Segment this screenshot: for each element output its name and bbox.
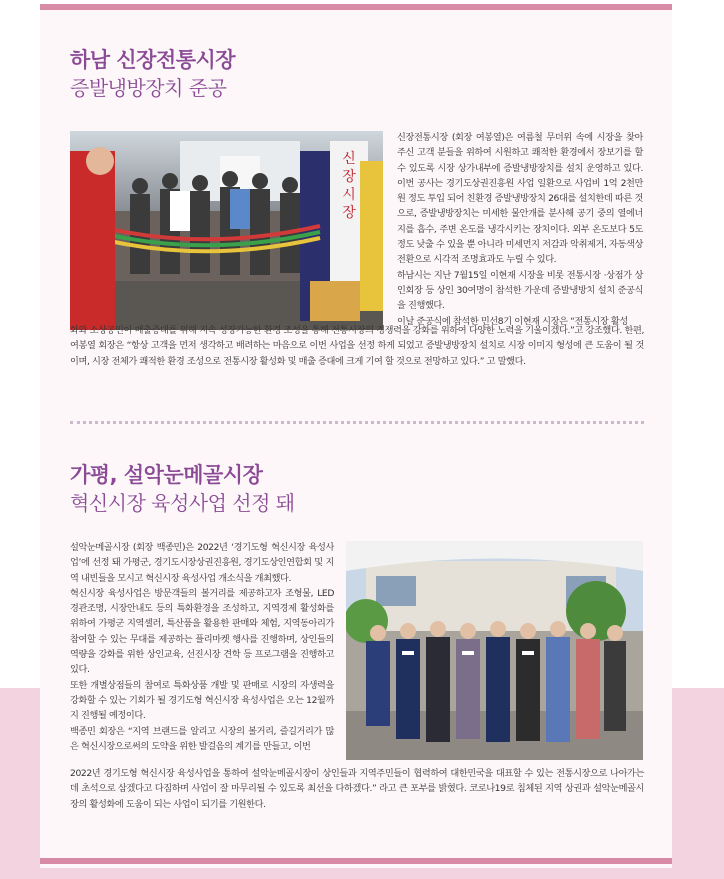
section1-photo — [70, 131, 383, 330]
svg-text:장: 장 — [342, 205, 356, 221]
section-divider — [70, 421, 644, 424]
section2-body-full: 2022년 경기도형 혁신시장 육성사업을 통하여 설악눈메골시장이 상인들과 지역주민들이 협력하여 대한민국을 대표할 수 있는 전통시장으로 나아가는데 초석으로 삼겠다고 다짐하며 사업이 잘 마무리될 수 있도록 최선을 다하겠다.” 라고 큰 포부를 밝혔다. 코로나19로 침체된 지역 상권과 설악눈메골시장의 활성화에 도움이 되는 사업이 되기를 기원한다. — [70, 768, 644, 810]
section2-subtitle: 혁신시장 육성사업 선정 돼 — [70, 491, 295, 515]
section1-subtitle: 증발냉방장치 준공 — [70, 76, 227, 100]
top-accent-rule — [40, 4, 672, 10]
section2-photo — [346, 541, 643, 760]
svg-text:장: 장 — [342, 169, 356, 185]
bottom-accent-rule — [40, 858, 672, 864]
section1-title: 하남 신장전통시장 — [70, 48, 236, 72]
section1-body-full: 화와 소상공인이 매출증대를 위해 지속 성장가능한 환경 조성을 통해 전통시장의 경쟁력을 강화를 위하여 다양한 노력을 기울이겠다.”고 강조했다. 한편, 여봉열 회장은 “항상 고객을 먼저 생각하고 배려하는 마음으로 이번 사업을 선정 하게 되었고 증발냉방장치 설치로 시장 이미지 형성에 큰 도움이 될 것이며, 시장 전체가 쾌적한 환경 조성으로 전통시장 활성화 및 매출 증대에 크게 기여 할 것으로 전망하고 있다.” 고 말했다. — [70, 325, 644, 367]
section1-body-right: 신장전통시장 (회장 여봉열)은 여름철 무더위 속에 시장을 찾아 주신 고객 분들을 위하여 시원하고 쾌적한 환경에서 장보기를 할 수 있도록 시장 상가내부에 증발냉방장치를 설치 운영하고 있다. 이번 공사는 경기도상권진흥원 사업 일환으로 사업비 1억 2천만원 정도 투입 되어 친환경 증발냉방장치 26대를 설치한데 따른 것으로, 증발냉방장치는 미세한 물안개를 분사해 공기 중의 열에너지를 흡수, 주변 온도를 냉각시키는 장치이다. 외부 온도보다 5도 정도 낮출 수 있을 뿐 아니라 미세먼지 저감과 악취제거, 자동색상 전환으로 시각적 조명효과도 누릴 수 있다. 하남시는 지난 7월15일 이현재 시장을 비롯 전통시장 ·상점가 상인회장 등 상인 30여명이 참석한 가운데 증발냉방치 설치 준공식을 진행했다. 이날 준공식에 참석한 민선8기 이현재 시장은 “전통시장 활성 — [397, 132, 643, 327]
svg-text:신: 신 — [342, 151, 356, 167]
svg-text:시: 시 — [342, 187, 356, 203]
section2-body-left: 설악눈메골시장 (회장 백종민)은 2022년 ‘경기도형 혁신시장 육성사업’에 선정 돼 가평군, 경기도시장상권진흥원, 경기도상인연합회 및 지역 내빈들을 모시고 혁신시장 육성사업 개소식을 개최했다. 혁신시장 육성사업은 방문객들의 볼거리를 제공하고자 조형물, LED 경관조명, 시장안내도 등의 특화환경을 조성하고, 지역경제 활성화를 위하여 가평군 지역셀러, 특산품을 활용한 판매와 체험, 지역동아리가 참여할 수 있는 무대를 제공하는 플리마켓 행사를 진행하며, 상인들의 역량을 강화를 위한 상인교육, 선진시장 견학 등 프로그램을 진행하고 있다. 또한 개별상점들의 참여로 특화상품 개발 및 판매로 시장의 자생력을 강화할 수 있는 기회가 될 경기도형 혁신시장 육성사업은 오는 12월까지 진행될 예정이다. 백종민 회장은 “지역 브랜드를 알리고 시장의 볼거리, 즐길거리가 많은 혁신시장으로써의 도약을 위한 발걸음의 계기를 만들고, 이번 — [70, 542, 334, 752]
section2-title: 가평, 설악눈메골시장 — [70, 463, 263, 487]
